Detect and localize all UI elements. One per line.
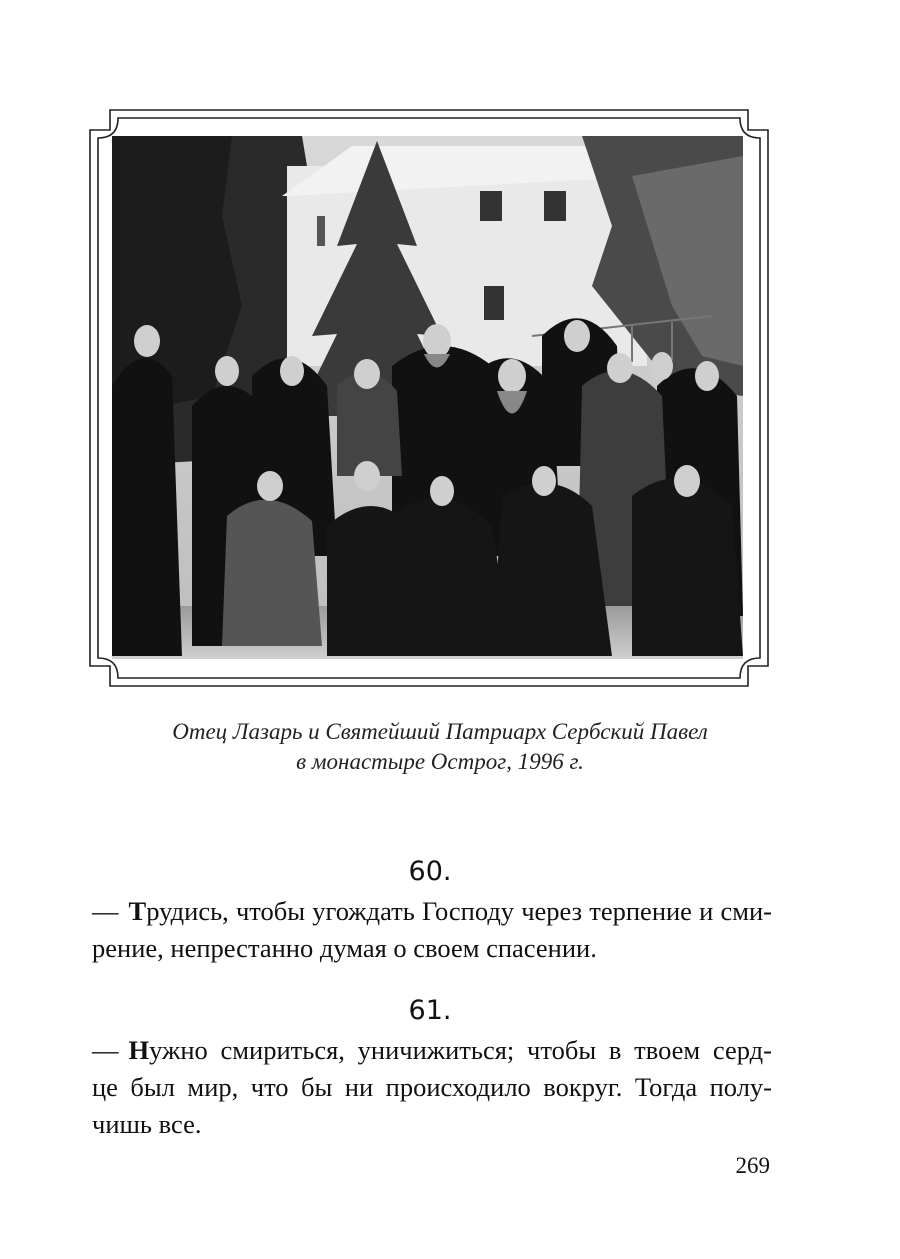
caption-line-1: Отец Лазарь и Святейший Патриарх Сербский Павел	[172, 719, 708, 744]
initial-letter: Н	[128, 1035, 150, 1065]
line-text: ужно смириться, уничижиться; чтобы в твоем серд-	[149, 1035, 772, 1065]
paragraph-line	[92, 1032, 772, 1069]
line-text: рудись, чтобы угождать Господу через терпение и сми-	[146, 896, 772, 926]
section-number-61: 61.	[408, 995, 452, 1026]
photo-caption	[110, 717, 770, 777]
paragraph-line: це был мир, что бы ни происходило вокруг. Тогда полу-	[92, 1072, 772, 1102]
section-number-60: 60.	[408, 856, 452, 887]
em-dash: —	[92, 1035, 119, 1065]
paragraph-line	[92, 893, 772, 930]
monastery-group-photo	[112, 136, 743, 659]
initial-letter: Т	[128, 896, 147, 926]
group-photo-icon	[112, 136, 743, 659]
paragraph-line: рение, непрестанно думая о своем спасении.	[92, 933, 597, 963]
section-paragraph-60	[92, 893, 772, 967]
section-paragraph-61	[92, 1032, 772, 1143]
caption-line-2: в монастыре Острог, 1996 г.	[296, 749, 584, 774]
paragraph-line: чишь все.	[92, 1109, 202, 1139]
page-number: 269	[735, 1153, 770, 1178]
em-dash: —	[92, 896, 119, 926]
